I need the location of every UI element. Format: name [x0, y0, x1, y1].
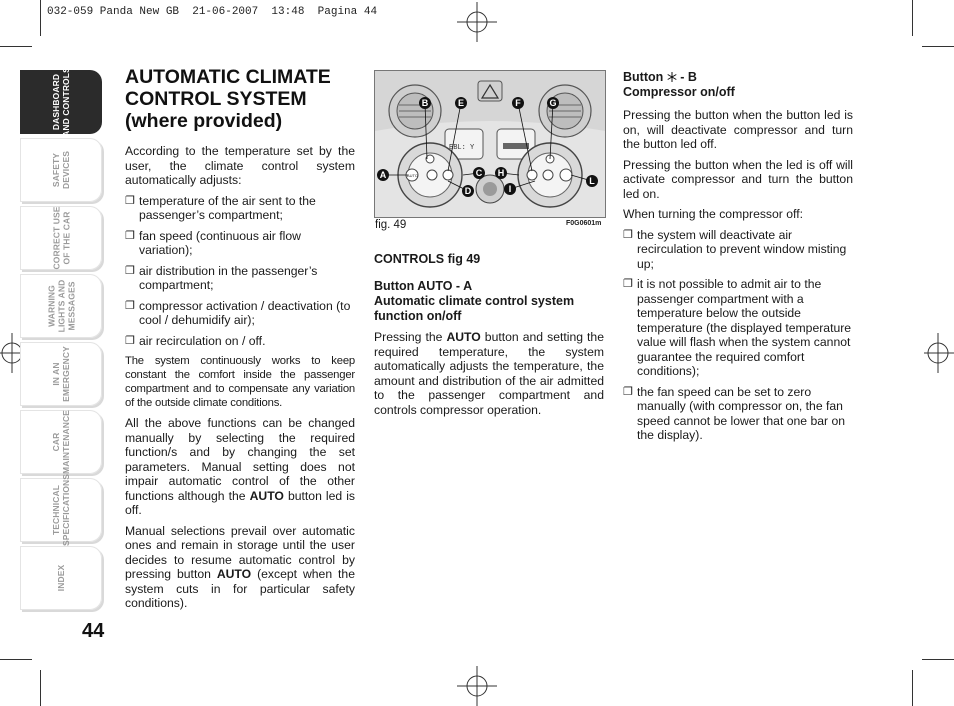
checkbox-bullet-icon: ❐: [623, 228, 633, 241]
figure-code: F0G0601m: [566, 220, 602, 227]
callout-f: [512, 97, 524, 109]
list-item-text: temperature of the air sent to the passenger’s compartment;: [139, 193, 316, 222]
checkbox-bullet-icon: ❐: [125, 194, 135, 207]
list-item-text: air distribution in the passenger’s compartment;: [139, 263, 318, 292]
print-header: 032-059 Panda New GB 21-06-2007 13:48 Pagina 44: [47, 6, 378, 18]
tab-label: TECHNICAL SPECIFICATIONS: [51, 473, 71, 547]
body-paragraph: [125, 416, 355, 518]
column-2: [374, 252, 604, 423]
text-run: Pressing the: [374, 330, 447, 344]
section-tabs: [20, 67, 102, 614]
svg-text:E: E: [457, 98, 465, 108]
text-run: button led is off.: [125, 488, 355, 517]
figure-caption: fig. 49: [375, 219, 407, 231]
svg-text:L: L: [589, 176, 595, 186]
list-item: [125, 299, 355, 328]
tab-label: CORRECT USE OF THE CAR: [51, 206, 71, 270]
tab-in-an-emergency[interactable]: [20, 342, 102, 406]
tab-label: DASHBOARD AND CONTROLS: [50, 67, 71, 137]
list-item: [125, 194, 355, 223]
tab-label: WARNING LIGHTS AND MESSAGES: [45, 279, 76, 333]
auto-keyword: AUTO: [216, 567, 252, 581]
heading-line: Automatic climate control system function on/off: [374, 294, 575, 323]
body-paragraph: When turning the compressor off:: [623, 207, 803, 221]
column-1: [125, 66, 355, 617]
list-item-text: the system will deactivate air recirculation to prevent window misting up;: [637, 227, 847, 271]
list-item: [623, 228, 853, 272]
list-item-text: compressor activation / deactivation (to cool / dehumidify air);: [139, 298, 351, 327]
tab-label: INDEX: [55, 564, 66, 592]
svg-text:B: B: [421, 98, 429, 108]
body-paragraph: Pressing the button when the button led is on, will deactivate compressor and turn the button led off.: [623, 108, 853, 151]
auto-button-label: AUTO: [407, 173, 419, 178]
tab-index[interactable]: [20, 546, 102, 610]
page-number: 44: [82, 620, 105, 642]
page-title: [125, 66, 355, 132]
auto-keyword: AUTO: [446, 330, 481, 344]
title-line: CONTROL SYSTEM: [125, 88, 307, 110]
crop-mark: [922, 659, 954, 660]
callout-i: [504, 183, 516, 195]
button-auto-heading: [374, 279, 604, 324]
callout-a: [377, 169, 389, 181]
title-line: AUTOMATIC CLIMATE: [125, 66, 331, 88]
body-paragraph: [125, 524, 355, 611]
callout-l: [586, 175, 598, 187]
text-run: Button: [623, 70, 667, 84]
column-3: [623, 70, 853, 449]
callout-d: [462, 185, 474, 197]
figure-climate-panel: [374, 70, 606, 218]
tab-dashboard-and-controls[interactable]: [20, 67, 102, 137]
callout-g: [547, 97, 559, 109]
heading-line: Button AUTO - A: [374, 279, 473, 293]
text-run: (except when the system cuts in for particular safety conditions).: [125, 567, 355, 610]
tab-label: SAFETY DEVICES: [51, 150, 71, 190]
checkbox-bullet-icon: ❐: [125, 299, 135, 312]
checkbox-bullet-icon: ❐: [623, 385, 633, 398]
snowflake-icon: [667, 72, 677, 82]
controls-heading: CONTROLS fig 49: [374, 252, 481, 266]
crop-mark: [0, 46, 32, 47]
svg-text:F: F: [515, 98, 521, 108]
text-run: button and setting the required temperature, the system automatically adjusts the temperature, the amount and distribution of the air admitted to the passenger compartment and controls compressor operation.: [374, 330, 604, 417]
text-run: - B: [676, 70, 697, 84]
svg-text:G: G: [549, 98, 557, 108]
crop-mark: [40, 0, 41, 36]
svg-text:C: C: [475, 168, 483, 178]
text-run: All the above functions can be changed manually by selecting the required function/s and by changing the set parameters. Manual setting does not impair automatic control of the other functions although the: [125, 416, 355, 503]
svg-text:H: H: [497, 168, 505, 178]
crop-mark: [0, 659, 32, 660]
list-item: [125, 264, 355, 293]
tab-correct-use[interactable]: [20, 206, 102, 270]
callout-h: [495, 167, 507, 179]
crop-mark: [912, 670, 913, 706]
display-readout: EBL: Y: [449, 144, 475, 152]
checkbox-bullet-icon: ❐: [125, 334, 135, 347]
title-line: (where provided): [125, 110, 283, 132]
tab-safety-devices[interactable]: [20, 138, 102, 202]
intro-paragraph: According to the temperature set by the user, the climate control system automatically adjusts:: [125, 144, 355, 187]
callout-c: [473, 167, 485, 179]
body-paragraph: [374, 330, 604, 417]
climate-panel-illustration: [375, 71, 605, 217]
checkbox-bullet-icon: ❐: [125, 264, 135, 277]
registration-mark-icon: [457, 666, 497, 706]
tab-label: IN AN EMERGENCY: [51, 346, 71, 402]
crop-mark: [40, 670, 41, 706]
callout-e: [455, 97, 467, 109]
note-paragraph: The system continuously works to keep constant the comfort inside the passenger compartment and to compensate any variation of the outside climate conditions.: [125, 355, 355, 409]
checkbox-bullet-icon: ❐: [125, 229, 135, 242]
tab-warning-lights[interactable]: [20, 274, 102, 338]
list-item: [623, 385, 853, 443]
list-item: [125, 229, 355, 258]
auto-keyword: AUTO: [249, 488, 284, 503]
list-item-text: air recirculation on / off.: [139, 333, 266, 348]
crop-mark: [922, 46, 954, 47]
text-run: Manual selections prevail over automatic ones and remain in storage until the user decides to resume automatic control by pressing button: [125, 523, 355, 581]
svg-text:A: A: [379, 170, 387, 180]
callout-b: [419, 97, 431, 109]
svg-text:I: I: [508, 184, 512, 194]
list-item-text: the fan speed can be set to zero manually (with compressor on, the fan speed cannot be lower that one bar on the display).: [637, 384, 846, 442]
body-paragraph: Pressing the button when the led is off will activate compressor and turn the button led on.: [623, 157, 853, 201]
heading-line: [623, 70, 853, 85]
tab-technical-specifications[interactable]: [20, 473, 102, 547]
button-b-heading: [623, 70, 853, 100]
heading-line: Compressor on/off: [623, 85, 735, 99]
tab-car-maintenance[interactable]: [20, 410, 102, 474]
checkbox-bullet-icon: ❐: [623, 278, 633, 290]
svg-text:D: D: [464, 186, 472, 196]
registration-mark-icon: [924, 333, 954, 373]
list-item: [623, 277, 853, 379]
list-item-text: it is not possible to admit air to the passenger compartment with a temperature below the outside temperature (the displayed temperature value will flash when the system cannot guarantee the required comfort conditions);: [637, 277, 852, 378]
list-item-text: fan speed (continuous air flow variation);: [139, 228, 301, 257]
crop-mark: [912, 0, 913, 36]
list-item: [125, 334, 355, 349]
tab-label: CAR MAINTENANCE: [51, 410, 71, 474]
registration-mark-icon: [457, 2, 497, 42]
